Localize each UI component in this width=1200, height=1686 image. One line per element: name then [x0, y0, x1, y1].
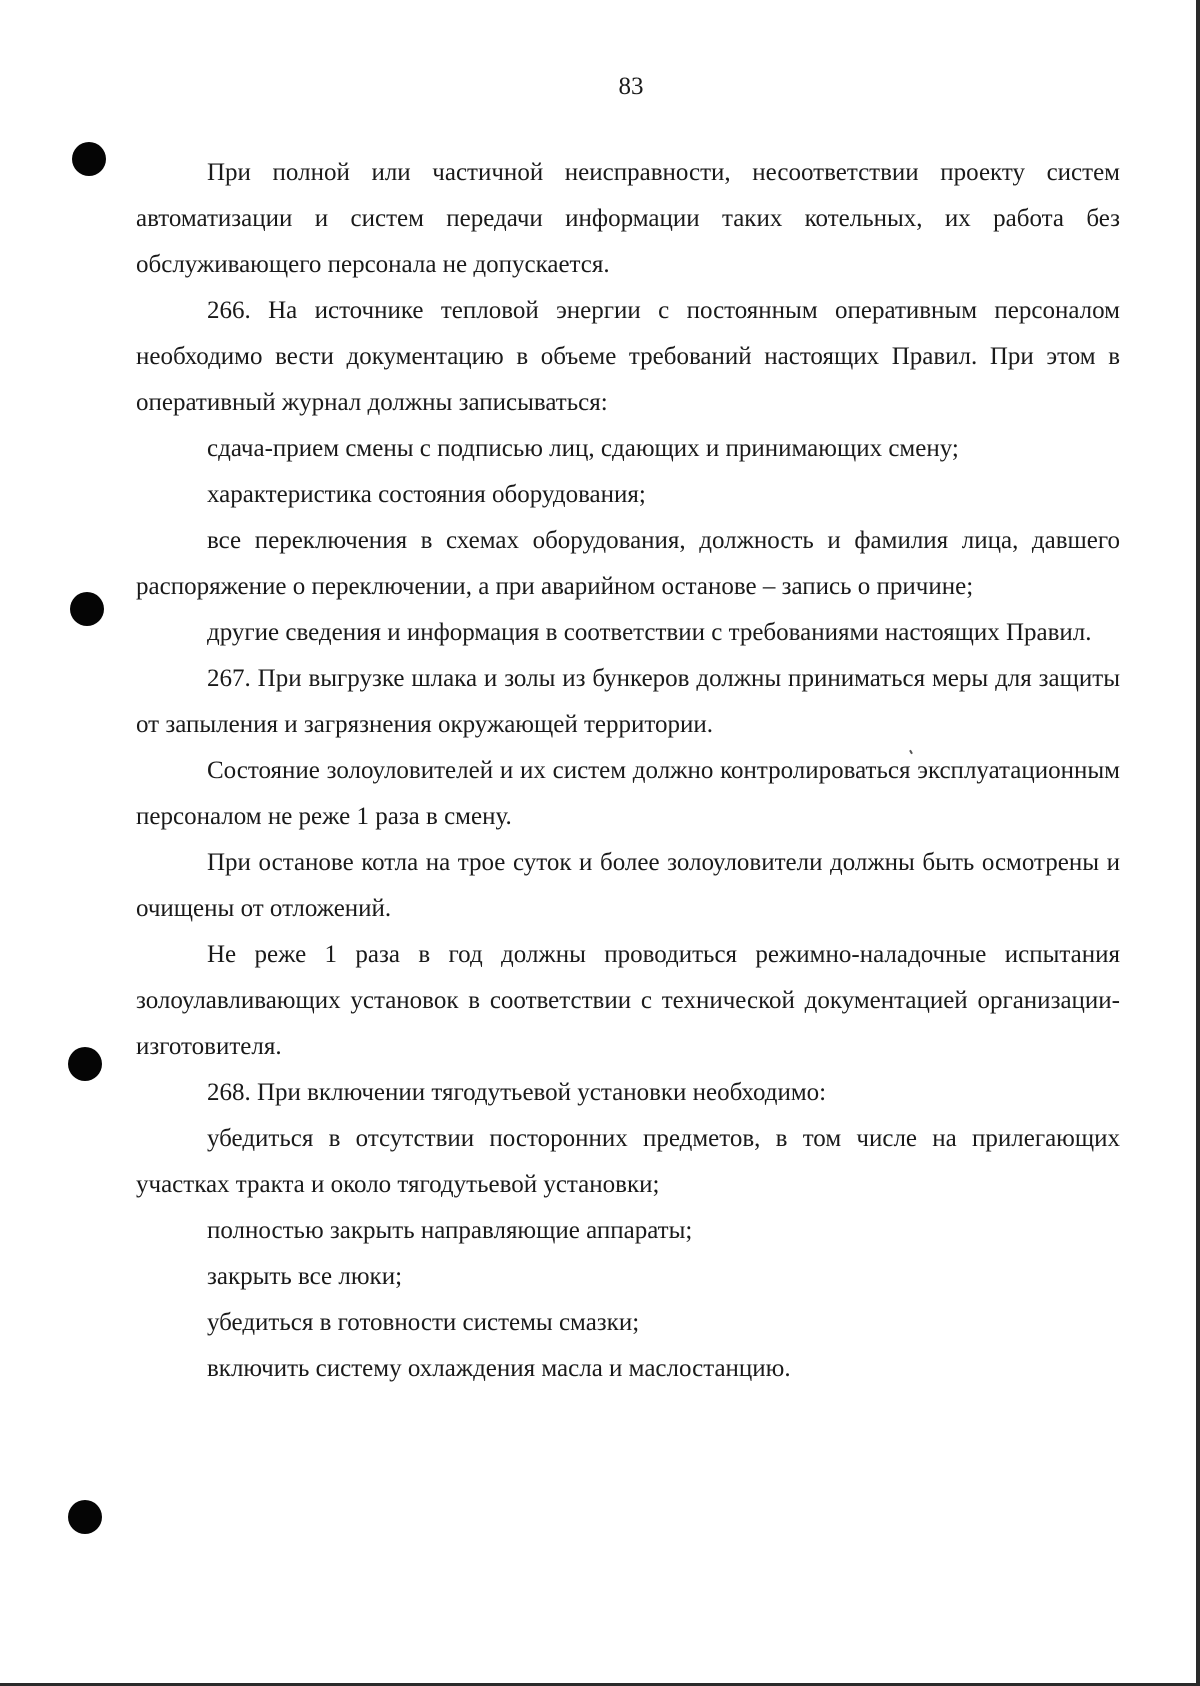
document-body — [136, 150, 1120, 1392]
paragraph-267: 267. При выгрузке шлака и золы из бункеров должны приниматься меры для защиты от запыления и загрязнения окружающей территории. — [136, 665, 1120, 738]
list-item: включить систему охлаждения масла и маслостанцию. — [207, 1355, 791, 1382]
list-item: другие сведения и информация в соответствии с требованиями настоящих Правил. — [207, 619, 1092, 646]
list-item: полностью закрыть направляющие аппараты; — [207, 1217, 693, 1244]
paragraph: Не реже 1 раза в год должны проводиться режимно-наладочные испытания золоулавливающих установок в соответствии с технической документацией организации-изготовителя. — [136, 941, 1120, 1060]
paragraph-266: 266. На источнике тепловой энергии с постоянным оперативным персоналом необходимо вести документацию в объеме требований настоящих Правил. При этом в оперативный журнал должны записываться: — [136, 297, 1120, 416]
list-item: все переключения в схемах оборудования, должность и фамилия лица, давшего распоряжение о переключении, а при аварийном останове – запись о причине; — [136, 527, 1120, 600]
paragraph-268: 268. При включении тягодутьевой установки необходимо: — [207, 1079, 827, 1106]
punch-hole — [68, 1047, 102, 1081]
punch-hole — [72, 142, 106, 176]
list-item: сдача-прием смены с подписью лиц, сдающих и принимающих смену; — [207, 435, 959, 462]
page-number: 83 — [618, 73, 644, 100]
list-item: закрыть все люки; — [207, 1263, 403, 1290]
list-item: убедиться в готовности системы смазки; — [207, 1309, 640, 1336]
paragraph: Состояние золоуловителей и их систем должно контролироваться эксплуатационным персоналом не реже 1 раза в смену. — [136, 757, 1120, 830]
list-item: характеристика состояния оборудования; — [207, 481, 646, 508]
punch-hole — [70, 592, 104, 626]
scan-edge-right — [1196, 0, 1200, 1686]
paragraph: При останове котла на трое суток и более золоуловители должны быть осмотрены и очищены от отложений. — [136, 849, 1120, 922]
punch-hole — [68, 1500, 102, 1534]
list-item: убедиться в отсутствии посторонних предметов, в том числе на прилегающих участках тракта и около тягодутьевой установки; — [136, 1125, 1120, 1198]
paragraph: При полной или частичной неисправности, несоответствии проекту систем автоматизации и систем передачи информации таких котельных, их работа без обслуживающего персонала не допускается. — [136, 159, 1120, 278]
